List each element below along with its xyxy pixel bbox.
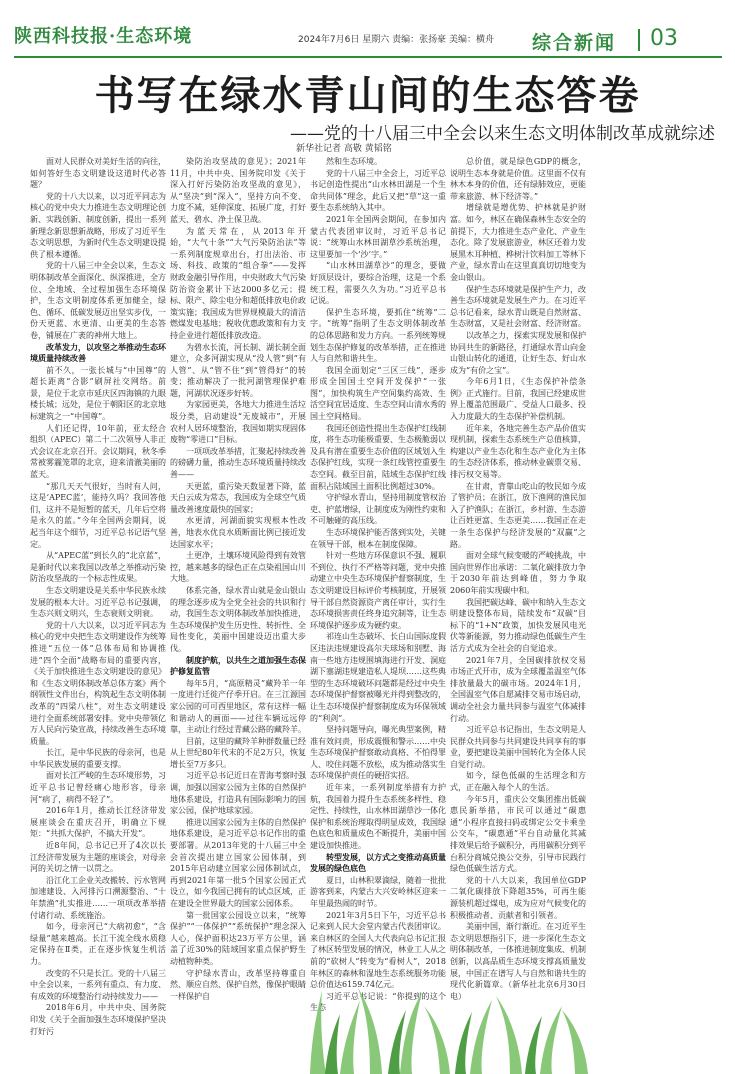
section-subheading: 转型发展，以方式之变推动高质量发展的绿色底色 [310, 851, 446, 874]
paragraph: 我国全面划定“三区三线”，逐步形成全国国土空间开发保护“一张图”，加快构筑生产空间集约高效、生活空间宜居适度、生态空间山清水秀的国土空间格局。 [310, 365, 446, 422]
paragraph: 目前，这里的藏羚羊种群数量已经从上世纪80年代末的不足2万只，恢复增长至7万多只。 [170, 736, 306, 769]
masthead [0, 0, 735, 64]
article-headline: 书写在绿水青山间的生态答卷 [94, 73, 641, 119]
section-subheading: 制度护航，以共生之道加强生态保护修复监管 [170, 654, 306, 677]
paragraph: 2021年3月5日下午，习近平总书记来到人民大会堂内蒙古代表团审议。来自林区的全国人大代表向总书记汇报了林区转型发展的情况，林业工人从之前的“砍树人”转变为“看树人”，2018年林区的森林和湿地生态系统服务功能总价值达6159.74亿元。 [310, 910, 446, 990]
paragraph: 生态环境保护能否落到实处，关键在领导干部，根本在制度保障。 [310, 528, 446, 549]
paragraph: 2021年全国两会期间，在参加内蒙古代表团审议时，习近平总书记说：“统筹山水林田湖草沙系统治理，这里要加一个‘沙’字。” [310, 214, 446, 259]
text-column-2 [170, 156, 306, 1056]
paragraph: 守护绿水青山，改革坚持尊重自然、顺应自然、保护自然，像保护眼睛一样保护自 [170, 968, 306, 1001]
paragraph: 我国还创造性提出生态保护红线制度，将生态功能极重要、生态极脆弱以及具有潜在重要生态价值的区域划入生态保护红线，实现一条红线管控重要生态空间。截至目前，陆域生态保护红线面积占陆域国土面积比例超过30%。 [310, 423, 446, 491]
paragraph: 从“APEC蓝”到长久的“北京蓝”，是新时代以来我国以改革之举推动污染防治攻坚战的一个标志性成果。 [30, 551, 166, 584]
issue-date-line: 2024年7月6日 星期六 责编：张扬豪 美编：横舟 [298, 35, 494, 45]
article-byline: 新华社记者 高敬 黄韬铭 [296, 144, 392, 154]
paragraph: 面对全球气候变暖的严峻挑战，中国向世界作出承诺：二氧化碳排放力争于2030年前达到峰值，努力争取2060年前实现碳中和。 [450, 551, 586, 595]
paragraph: 然和生态环境。 [326, 157, 382, 166]
paragraph: 体系完备，绿水青山就是金山银山的理念逐步成为全党全社会的共识和行动，我国生态文明体制改革加快推进，生态环境保护发生历史性、转折性、全局性变化，美丽中国建设迈出重大步伐。 [170, 585, 306, 653]
paragraph: 生态文明建设是关系中华民族永续发展的根本大计。习近平总书记强调，生态兴则文明兴，生态衰则文明衰。 [30, 585, 166, 619]
paragraph: 人们还记得，10年前，亚太经合组织（APEC）第二十二次领导人非正式会议在北京召开。会议期间，秋冬季常被雾霾笼罩的北京，迎来清澈美丽的蓝天。 [30, 423, 166, 480]
paragraph: 在甘肃，背靠山吃山的牧民如今成了管护员；在浙江，放下渔网的渔民加入了护渔队；在浙江，乡村游、生态游让百姓更富、生态更美……我国正在走一条生态保护与经济发展的“双赢”之路。 [450, 481, 586, 549]
paragraph: “山水林田湖草沙”的理念，要做好顶层设计，要综合治理，这是一个系统工程，需要久久为功。”习近平总书记说。 [310, 261, 446, 306]
section-subheading: 改革发力，以攻坚之举推动生态环境质量持续改善 [30, 341, 166, 364]
paragraph: “那几天天气很好，当时有人问，这是‘APEC蓝’，能持久吗？我回答他们，这并不是短暂的蓝天，几年后空将是永久的蓝。”今年全国两会期间，说起当年这个细节，习近平总书记语气坚定。 [30, 481, 166, 549]
text-column-1 [30, 156, 166, 1056]
paragraph: 2021年7月，全国碳排放权交易市场正式开市，成为全球覆盖温室气体排放量最大的碳市场。2024年1月，全国温室气体自愿减排交易市场启动，调动全社会力量共同参与温室气体减排行动。 [450, 655, 586, 723]
paragraph: 第一批国家公园设立以来，“统筹保护”“一体保护”“系统保护”理念深入人心，保护面积达23万平方公里，涵盖了近30%的陆域国家重点保护野生动植物种类。 [170, 910, 306, 966]
paragraph: 沿江化工企业关改搬转、污水管网加速建设、入河排污口溯源整治、“十年禁渔”扎实推进……一项项改革举措付诸行动、系统施治。 [30, 875, 166, 920]
page-number: 03 [650, 26, 678, 51]
paragraph: 以改革之力，探索实现发展和保护协同共生的新路径，打通绿水青山向金山银山转化的通道，让好生态、好山水成为“有价之宝”。 [450, 330, 586, 375]
paragraph: 党的十八届三中全会上，习近平总书记创造性提出“山水林田湖是一个生命共同体”理念，此后又把“草”这一重要生态系统纳入其中。 [310, 168, 446, 213]
paragraph: 党的十八大以来，以习近平同志为核心的党中央把生态文明建设作为统筹推进“五位一体”总体布局和协调推进“四个全面”战略布局的重要内容，《关于加快推进生态文明建设的意见》和《生态文明体制改革总体方案》两个纲领性文件出台，构筑起生态文明体制改革的“四梁八柱”，对生态文明建设进行全面系统部署安排。党中央带领亿万人民向污染宣战，持续改善生态环境质量。 [30, 620, 166, 746]
paragraph: 前不久，一张长城与“中国尊”的超长距离“合影”刷屏社交网络。前景，是位于北京市延庆区四海镇的九眼楼长城；远处，是位于朝阳区的北京地标建筑之一“中国尊”。 [30, 365, 166, 422]
paragraph: 近年来，各地完善生态产品价值实现机制，探索生态系统生产总值核算，构建以产业生态化和生态产业化为主体的生态经济体系，推动林业碳票交易、排污权交易等。 [450, 423, 586, 480]
paragraph: 2018年6月，中共中央、国务院印发《关于全面加强生态环境保护坚决打好污 [30, 1003, 166, 1036]
paragraph: 土更净，土壤环境风险得到有效管控，越来越多的绿色正在点染祖国山川大地。 [170, 551, 306, 584]
paragraph: 长江，是中华民族的母亲河，也是中华民族发展的重要支撑。 [30, 748, 166, 769]
paragraph: 近8年间，总书记已开了4次以长江经济带发展为主题的座谈会，对母亲河的关切之情一以贯之。 [30, 841, 166, 874]
paragraph: 每年5月，“高原精灵”藏羚羊一年一度进行迁徙产仔季开启。在三江源国家公园的可可西里地区，常有这样一幅和谐动人的画面——过往车辆远远停靠，主动让行经过青藏公路的藏羚羊。 [170, 678, 306, 735]
paragraph: 习近平总书记近日在青海考察时强调，加强以国家公园为主体的自然保护地体系建设，打造具有国际影响力的国家公园，保护地球家园。 [170, 771, 306, 816]
paragraph: 党的十八大以来，我国单位GDP二氧化碳排放下降超35%，可再生能源装机超过煤电，成为应对气候变化的积极推动者、贡献者和引领者。 [450, 875, 586, 920]
paragraph: 近年来，一系列制度举措有力护航，我国着力提升生态系统多样性、稳定性、持续性，山水林田湖草沙一体化保护和系统治理取得明显成效，我国绿色底色和质量成色不断提升，美丽中国建设加快推进。 [310, 783, 446, 851]
newspaper-logo: 陕西科技报·生态环境 [14, 26, 193, 47]
paragraph: 一项项改革举措，汇聚起持续改善的磅礴力量，推动生态环境质量持续改善—— [170, 446, 306, 480]
grass-illustration [300, 860, 600, 1074]
paragraph: 今年6月1日，《生态保护补偿条例》正式施行。目前，我国已经建成世界上覆盖范围最广、受益人口最多、投入力度最大的生态保护补偿机制。 [450, 377, 586, 422]
paragraph: 为家园更美，各地大力推进生活垃圾分类，启动建设“无废城市”，开展农村人居环境整治，我国如期实现固体废物“零进口”目标。 [170, 400, 306, 445]
paragraph: 改变的不只是长江。党的十八届三中全会以来，一系列有重点、有力度、有成效的环境整治行动持续发力—— [30, 968, 166, 1001]
paragraph: 习近平总书记指出，生态文明是人民群众共同参与共同建设共同享有的事业，要把建设美丽中国转化为全体人民自觉行动。 [450, 725, 586, 769]
masthead-separator [638, 29, 640, 51]
paragraph: 如今，绿色低碳的生活理念和方式，正在融入每个人的生活。 [450, 771, 586, 793]
paragraph: 2016年1月，推动长江经济带发展座谈会在重庆召开，明确立下规矩：“共抓大保护，不搞大开发”。 [30, 806, 166, 839]
paragraph: 推进以国家公园为主体的自然保护地体系建设，是习近平总书记作出的重要部署。从2013年党的十八届三中全会首次提出建立国家公园体制，到2015年启动建立国家公园体制试点，再到2021年第一批5个国家公园正式设立，如今我国已拥有的试点区域，正在建设全世界最大的国家公园体系。 [170, 817, 306, 908]
masthead-rule [14, 56, 722, 58]
paragraph: 面对长江严峻的生态环境形势，习近平总书记曾经痛心地形容，母亲河“病了，病得不轻了”。 [30, 771, 166, 804]
paragraph: 总价值，就是绿色GDP的概念，说明生态本身就是价值。这里面不仅有林木本身的价值，还有绿肺效应，更能带来旅游、林下经济等。” [450, 157, 586, 201]
paragraph: 保护生态环境就是保护生产力，改善生态环境就是发展生产力。在习近平总书记看来，绿水青山既是自然财富、生态财富，又是社会财富、经济财富。 [450, 284, 586, 329]
paragraph: 水更清，河湖面貌实现根本性改善，地表水优良水质断面比例已接近发达国家水平； [170, 516, 306, 549]
paragraph: 针对一些地方环保意识不强、履职不到位、执行不严格等问题，党中央推动建立中央生态环境保护督察制度，生态文明建设目标评价考核制度，开展领导干部自然资源资产离任审计，实行生态环境损害责任终身追究制等，让生态环境保护逐步成为硬约束。 [310, 551, 446, 630]
article-subheadline: ——党的十八届三中全会以来生态文明体制改革成就综述 [290, 124, 715, 144]
paragraph: 我国把碳达峰、碳中和纳入生态文明建设整体布局，陆续发布“双碳”目标下的“1+N”政策，加快发展风电光伏等新能源，努力推动绿色低碳生产生活方式成为全社会的自觉追求。 [450, 597, 586, 653]
paragraph: 天更蓝，重污染天数显著下降，蓝天白云成为常态，我国成为全球空气质量改善速度最快的国家； [170, 481, 306, 514]
paragraph: 保护生态环境，要抓住“统筹”二字。“统筹”指明了生态文明体制改革的总体思路和发力方向。一系列统筹规划生态保护修复的改革举措，正在推进人与自然和谐共生。 [310, 307, 446, 364]
text-column-5 [590, 156, 722, 1056]
paragraph: 如今，母亲河已“大病初愈”，“含绿量”越来越高。长江干流全线水质稳定保持在Ⅱ类，正在逐步恢复生机活力。 [30, 922, 166, 966]
paragraph: 坚持问题导向，曝光典型案例，精准有效问责，形成震慑和警示……中央生态环境保护督察敢动真格、不怕得罪人、咬住问题不放松，成为推动落实生态环境保护责任的硬招实招。 [310, 725, 446, 781]
paragraph: 习近平总书记说：“你提到的这个生态 [310, 991, 446, 1013]
paragraph: 夏日，山林积翠滴绿，随着一批批游客到来，内蒙古大兴安岭林区迎来一年里最热闹的时节。 [310, 875, 446, 908]
paragraph: 今年5月，重庆公交集团推出低碳惠民新举措，市民可以通过“碳惠通”小程序直接扫码或绑定公交卡乘坐公交车，“碳惠通”平台自动量化其减排效果后给予碳积分，再用碳积分到平台积分商城兑换公交券，引导市民践行绿色低碳生活方式。 [450, 794, 586, 874]
paragraph: 面对人民群众对美好生活的向往，如何答好生态文明建设这道时代必答题？ [30, 157, 166, 190]
paragraph: 为碧水长流，河长制、湖长制全面建立，众多河湖实现从“没人管”到“有人管”、从“管不住”到“管得好”的转变；推动解决了一批河湖管理保护难题，河湖状况逐步好转。 [170, 342, 306, 398]
paragraph: 守护绿水青山，坚持用制度管权治吏、护蓝增绿，让制度成为刚性约束和不可触碰的高压线。 [310, 493, 446, 526]
paragraph: 为蓝天常在，从2013年开始，“大气十条”“大气污染防治法”等一系列制度规章出台，打出法治、市场、科技、政策的“组合拳”——发挥财政金融引导作用，中央财政大气污染防治资金累计下达2000多亿元；提标、限产、除尘电分和超低排放电价政策实施；我国成为世界规模最大的清洁燃煤发电基地；税收优惠政策和有力支持企业进行超低排放改造。 [170, 226, 306, 340]
paragraph: 党的十八大以来，以习近平同志为核心的党中央大力推进生态文明理论创新、实践创新、制度创新，提出一系列新理念新思想新战略，形成了习近平生态文明思想，为新时代生态文明建设提供了根本遵循。 [30, 191, 166, 259]
paragraph: 增绿就是增优势、护林就是护财富。如今，林区在确保森林生态安全的前提下，大力推进生态产业化、产业生态化。除了发展旅游业，林区还着力发展黑木耳种植、桦树汁饮料加工等林下产业，绿水青山在这里真真切切地变为金山银山。 [450, 203, 586, 282]
paragraph: 染防治攻坚战的意见》；2021年11月，中共中央、国务院印发《关于深入打好污染防治攻坚战的意见》，从“坚决”到“深入”，坚持方向不变、力度不减，延伸深度、拓展广度，打好蓝天、碧水、净土保卫战。 [170, 157, 306, 224]
section-title: 综合新闻 [532, 32, 617, 54]
paragraph: 祁连山生态破坏、长白山国际度假区违法违规建设高尔夫球场和别墅、海南一些地方违规围填海进行开发、洞庭湖下塞湖违规建造私人堤坝……这些典型的生态环境破坏问题都是经过中央生态环境保护督察被曝光并得到整改的，让生态环境保护督察制度成为环保领域的“利剑”。 [310, 632, 446, 723]
paragraph: 美丽中国，渐行渐近。在习近平生态文明思想指引下，进一步深化生态文明体制改革，一体推进制度集成、机制创新，以高品质生态环境支撑高质量发展，中国正在谱写人与自然和谐共生的现代化新篇章。（新华社北京6月30日电） [450, 922, 586, 1001]
paragraph: 党的十八届三中全会以来，生态文明体制改革全面深化、纵深推进，全方位、全地域、全过程加强生态环境保护，生态文明制度体系更加健全，绿色、循环、低碳发展迈出坚实步伐，一份天更蓝、水更清、山更美的生态答卷，铺展在广袤的神州大地上。 [30, 261, 166, 340]
